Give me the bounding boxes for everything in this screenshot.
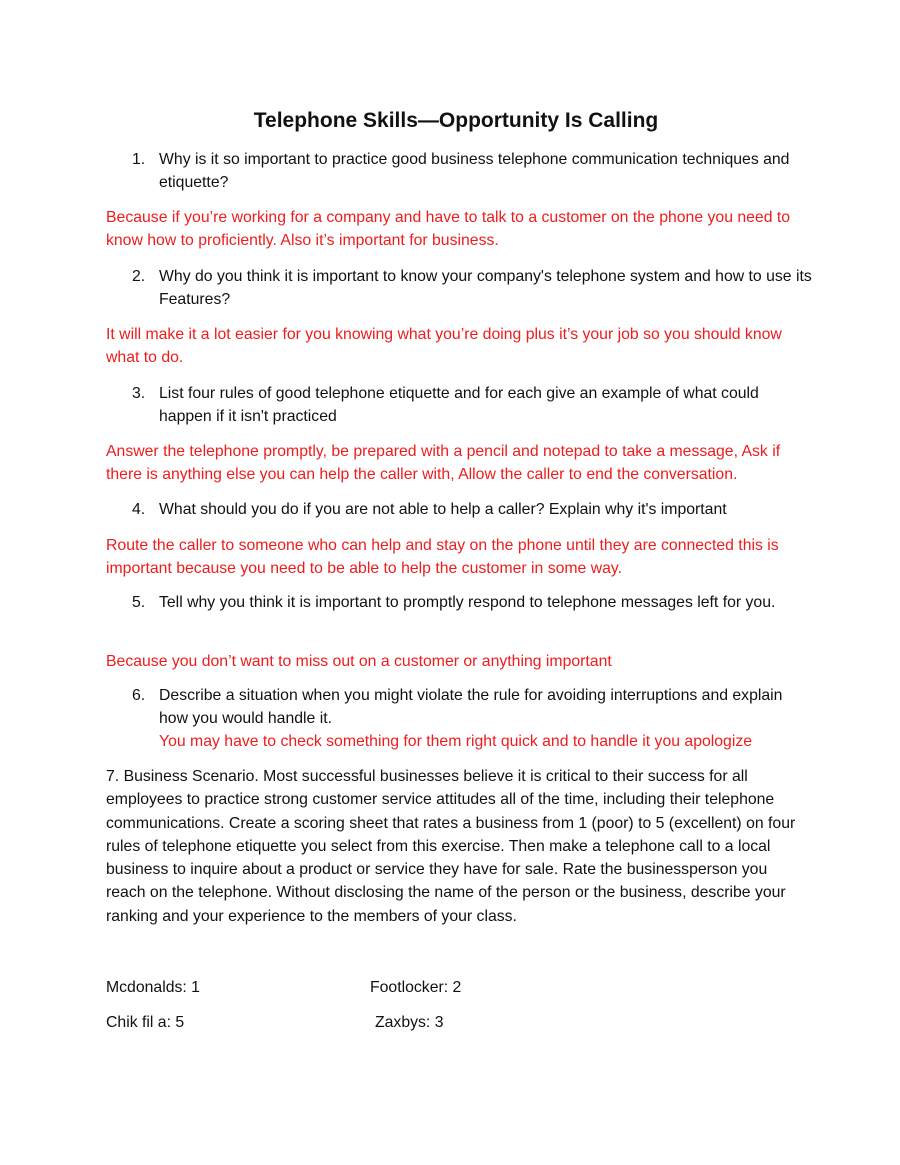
question-number: 2. [132, 268, 146, 285]
answer-1: Because if you’re working for a company and have to talk to a customer on the phone you need to know how to proficiently. Also it’s important for business. [106, 209, 791, 249]
answer-4: Route the caller to someone who can help and stay on the phone until they are connected this is important because you need to be able to help the customer in some way. [106, 537, 779, 577]
question-4 [132, 498, 812, 521]
page-title: Telephone Skills—Opportunity Is Calling [253, 109, 659, 132]
question-text: Describe a situation when you might violate the rule for avoiding interruptions and explain how you would handle it. [159, 687, 783, 727]
score-chikfila: Chik fil a: 5 [106, 1014, 185, 1031]
question-2 [132, 265, 812, 311]
question-1 [132, 148, 812, 194]
score-mcdonalds: Mcdonalds: 1 [106, 979, 200, 996]
question-text: Why is it so important to practice good business telephone communication techniques and etiquette? [159, 151, 790, 191]
question-number: 6. [132, 687, 146, 704]
business-scenario-paragraph: 7. Business Scenario. Most successful businesses believe it is critical to their success for all employees to practice strong customer service attitudes all of the time, including their telephone communications. Create a scoring sheet that rates a business from 1 (poor) to 5 (excellent) on four rules of telephone etiquette you select from this exercise. Then make a telephone call to a local business to inquire about a product or service they have for sale. Rate the businessperson you reach on the telephone. Without disclosing the name of the person or the business, describe your ranking and your experience to the members of your class. [106, 768, 796, 925]
question-text: What should you do if you are not able to help a caller? Explain why it's important [159, 501, 727, 518]
score-footlocker: Footlocker: 2 [370, 979, 462, 996]
answer-3: Answer the telephone promptly, be prepared with a pencil and notepad to take a message, Ask if there is anything else you can help the caller with, Allow the caller to end the conversation. [106, 443, 781, 483]
question-text: List four rules of good telephone etiquette and for each give an example of what could happen if it isn't practiced [159, 385, 759, 425]
question-5 [132, 591, 812, 614]
answer-2: It will make it a lot easier for you knowing what you’re doing plus it’s your job so you should know what to do. [106, 326, 782, 366]
answer-6: You may have to check something for them right quick and to handle it you apologize [159, 733, 753, 750]
question-3 [132, 382, 812, 428]
question-number: 4. [132, 501, 146, 518]
question-number: 1. [132, 151, 146, 168]
score-zaxbys: Zaxbys: 3 [375, 1014, 444, 1031]
question-number: 3. [132, 385, 146, 402]
question-text: Why do you think it is important to know your company's telephone system and how to use its Features? [159, 268, 812, 308]
question-text: Tell why you think it is important to promptly respond to telephone messages left for you. [159, 594, 776, 611]
question-number: 5. [132, 594, 146, 611]
answer-5: Because you don’t want to miss out on a customer or anything important [106, 653, 612, 670]
question-6 [132, 684, 812, 753]
